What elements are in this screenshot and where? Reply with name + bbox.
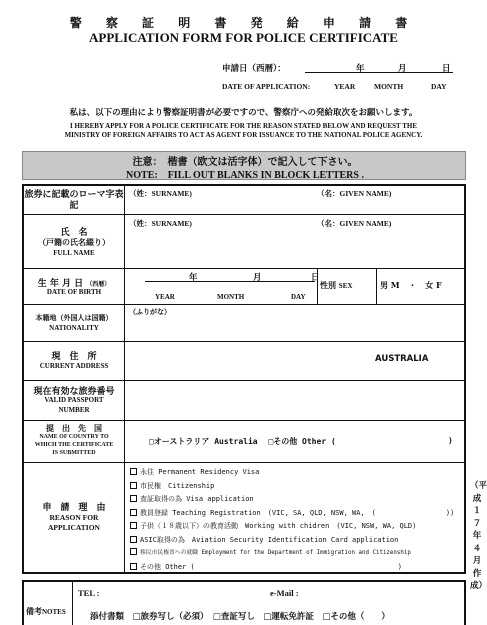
dob-field[interactable] <box>125 269 320 304</box>
checkbox[interactable] <box>130 495 137 502</box>
romaji-name-field[interactable] <box>125 186 464 214</box>
destination-label-en-2: WHICH THE CERTIFICATE <box>34 442 114 448</box>
destination-label-en-3: IS SUBMITTED <box>52 450 96 456</box>
tel-field[interactable] <box>106 587 256 599</box>
checkbox[interactable] <box>130 482 137 489</box>
address-label-en: CURRENT ADDRESS <box>39 362 109 370</box>
dob-year-ja: 年 <box>189 273 198 283</box>
notes-section <box>22 580 466 625</box>
reason-option-7[interactable]: 移民市民権省への就職 Employment for the Department of Immigration and Citizenship <box>130 547 462 561</box>
intro-text-ja: 私は、以下の理由により警察証明書が必要ですので、警察庁への発給取次をお願いします。 <box>69 108 418 118</box>
reason-option-8[interactable]: その他 Other ( ) <box>130 561 462 575</box>
romaji-surname-label: （姓：SURNAME) <box>129 189 192 198</box>
reason-options <box>130 466 462 574</box>
dob-label-ja: 生 年 月 日 （西暦） <box>37 279 111 289</box>
checkbox[interactable] <box>130 563 137 570</box>
reason-label-en-2: APPLICATION <box>48 523 100 532</box>
dob-year-en: YEAR <box>155 293 175 301</box>
form-title-en: APPLICATION FORM FOR POLICE CERTIFICATE <box>89 30 398 45</box>
romaji-given-label: （名：GIVEN NAME) <box>317 189 392 198</box>
destination-option-australia[interactable]: □オーストラリア Australia <box>149 437 258 446</box>
nationality-label-ja: 本籍地（外国人は国籍） <box>35 313 113 322</box>
reason-label-ja: 申 請 理 由 <box>42 503 106 513</box>
reason-label-en-1: REASON FOR <box>49 513 99 522</box>
address-label-ja: 現 住 所 <box>51 352 97 362</box>
passport-label-en-1: VALID PASSPORT <box>44 396 104 404</box>
nationality-label-en: NATIONALITY <box>49 324 99 332</box>
note-text-en: NOTE: FILL OUT BLANKS IN BLOCK LETTERS . <box>126 170 364 181</box>
full-name-label-en: FULL NAME <box>53 249 95 257</box>
full-name-label-ja-2: （戸籍の氏名綴り） <box>38 237 110 247</box>
attachments-checklist[interactable]: 添付書類 □旅券写し（必須） □査証写し □運転免許証 □その他（ ） <box>90 612 390 622</box>
checkbox[interactable] <box>130 536 137 543</box>
date-day-en: DAY <box>431 82 447 91</box>
full-name-given-label: （名：GIVEN NAME) <box>317 219 392 228</box>
destination-other-close: ) <box>448 436 453 445</box>
intro-text-en-2: MINISTRY OF FOREIGN AFFAIRS TO ACT AS AGENT FOR ISSUANCE TO THE NATIONAL POLICE AGENCY. <box>64 131 423 139</box>
date-day-ja: 日 <box>442 64 451 74</box>
date-label-ja: 申請日（西暦）： <box>222 64 286 74</box>
note-banner <box>22 151 466 180</box>
passport-number-field[interactable] <box>125 381 464 420</box>
full-name-label-ja: 氏 名 <box>60 228 88 238</box>
furigana-label: （ふりがな） <box>129 307 171 316</box>
passport-label-ja: 現在有効な旅券番号 <box>33 387 115 397</box>
reason-option-5[interactable]: 子供（１８歳以下）の教育活動 Working with chidren (VIC, NSW, WA, QLD) <box>130 520 462 534</box>
note-text-ja: 注意： 楷書（欧文は活字体）で記入して下さい。 <box>132 157 358 168</box>
date-month-ja: 月 <box>398 64 407 74</box>
email-field[interactable] <box>314 587 459 599</box>
destination-label-ja: 提 出 先 国 <box>46 423 102 433</box>
reason-option-2[interactable]: 市民権 Citizenship <box>130 480 462 494</box>
date-label-en: DATE OF APPLICATION: <box>222 82 311 91</box>
tel-label: TEL : <box>78 588 100 598</box>
sex-option-female[interactable]: 女 F <box>425 280 442 290</box>
romaji-label: 旅券に記載のローマ字表記 <box>24 190 124 211</box>
full-name-surname-label: （姓：SURNAME) <box>129 219 192 228</box>
date-month-en: MONTH <box>374 82 404 91</box>
notes-label: 備考NOTES <box>26 606 66 616</box>
destination-options <box>149 436 336 447</box>
nationality-field[interactable] <box>125 305 464 341</box>
full-name-field[interactable] <box>125 215 464 268</box>
dob-month-ja: 月 <box>253 273 262 283</box>
checkbox[interactable] <box>130 522 137 529</box>
checkbox[interactable] <box>130 548 137 555</box>
reason-option-4[interactable]: 教員登録 Teaching Registration (VIC, SA, QLD, NSW, WA, ( )) <box>130 507 462 521</box>
reason-option-1[interactable]: 永住 Permanent Residency Visa <box>130 466 462 480</box>
address-country: AUSTRALIA <box>375 354 429 364</box>
reason-option-3[interactable]: 査証取得の為 Visa application <box>130 493 462 507</box>
sex-option-male[interactable]: 男 M <box>380 280 400 290</box>
dob-day-ja: 日 <box>311 273 320 283</box>
destination-option-other[interactable]: □その他 Other ( <box>268 437 336 446</box>
reason-option-6[interactable]: ASIC取得の為 Aviation Security Identification Card application <box>130 534 462 548</box>
dob-month-en: MONTH <box>217 293 245 301</box>
dob-label-en: DATE OF BIRTH <box>46 288 102 296</box>
date-field[interactable] <box>305 62 453 73</box>
intro-text-en-1: I HEREBY APPLY FOR A POLICE CERTIFICATE FOR THE REASON STATED BELOW AND REQUEST THE <box>70 122 417 130</box>
email-label: e-Mail : <box>270 588 299 598</box>
checkbox[interactable] <box>130 468 137 475</box>
address-field[interactable] <box>125 342 464 380</box>
dob-day-en: DAY <box>291 293 306 301</box>
sex-options[interactable]: 男 M ・ 女 F <box>380 280 442 290</box>
sex-label: 性別 SEX <box>320 280 353 290</box>
form-title-ja: 警 察 証 明 書 発 給 申 請 書 <box>69 16 418 30</box>
application-form-table <box>22 184 466 574</box>
passport-label-en-2: NUMBER <box>58 406 90 414</box>
date-year-en: YEAR <box>334 82 356 91</box>
destination-label-en-1: NAME OF COUNTRY TO <box>39 434 109 440</box>
date-year-ja: 年 <box>356 64 365 74</box>
checkbox[interactable] <box>130 509 137 516</box>
side-note-created-date: （平成１７年４月作成） <box>470 481 487 591</box>
